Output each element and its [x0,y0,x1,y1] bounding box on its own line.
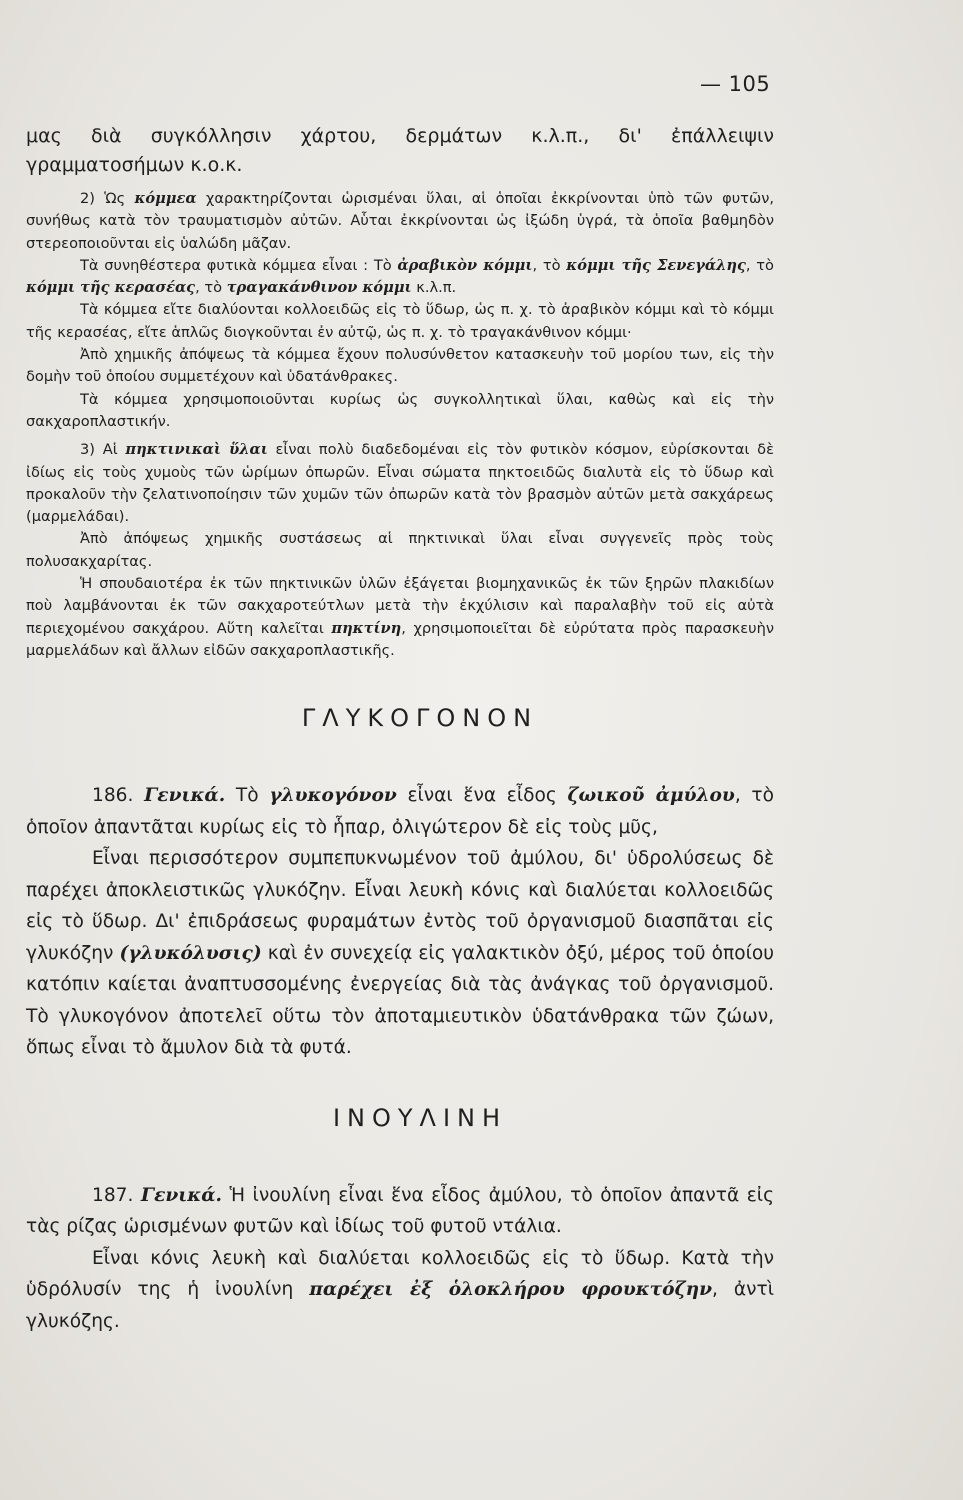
paragraph-dissolve: Τὰ κόμμεα εἴτε διαλύονται κολλοειδῶς εἰς τὸ ὕδωρ, ὡς π. χ. τὸ ἀραβικὸν κόμμι καὶ τὸ κόμμι τῆς κερασέας, εἴτε ἁπλῶς διογκοῦνται ἐν αὐτῷ, ὡς π. χ. τὸ τραγακάνθινον κόμμι· [26,301,774,341]
term-senegal-gum: κόμμι τῆς Σενεγάλης [566,256,746,274]
section-gums-pectins [26,122,774,662]
text-column [26,122,774,1337]
term-animal-starch: ζωικοῦ ἀμύλου [567,785,735,807]
term-fructose: παρέχει ἐξ ὁλοκλήρου φρουκτόζην [309,1279,713,1301]
page-number: — 105 [700,72,771,96]
section-glycogen [26,780,774,1064]
term-kommea: κόμμεα [134,190,197,207]
paragraph-pectin-chemistry: Ἀπὸ ἀπόψεως χημικῆς συστάσεως αἱ πηκτινικαὶ ὕλαι εἶναι συγγενεῖς πρὸς τοὺς πολυσακχαρίτας. [26,530,774,570]
heading-inulin: ΙΝΟΥΛΙΝΗ [332,1103,508,1132]
paragraph-pectins: 3) Αἱ πηκτινικαὶ ὕλαι εἶναι πολὺ διαδεδομέναι εἰς τὸν φυτικὸν κόσμον, εὑρίσκονται δὲ ἰδίως εἰς τοὺς χυμοὺς τῶν ὡρίμων ὀπωρῶν. Εἶναι σώματα πηκτοειδῶς διαλυτὰ εἰς τὸ ὕδωρ καὶ προκαλοῦν τὴν ζελατινοποίησιν τῶν χυμῶν τῶν ὀπωρῶν κατὰ τὸν βρασμὸν αὐτῶν μετὰ σακχάρεως (μαρμελάδαι). [26,441,774,526]
term-tragacanth: τραγακάνθινον κόμμι [226,279,412,297]
paragraph-common-gums: Τὰ συνηθέστερα φυτικὰ κόμμεα εἶναι : Τὸ ἀραβικὸν κόμμι, τὸ κόμμι τῆς Σενεγάλης, τὸ κόμμι τῆς κερασέας, τὸ τραγακάνθινον κόμμι κ.λ.π. [26,256,774,297]
paragraph-187-cont: Εἶναι κόνις λευκὴ καὶ διαλύεται κολλοειδῶς εἰς τὸ ὕδωρ. Κατὰ τὴν ὑδρόλυσίν της ἡ ἰνουλίνη παρέχει ἐξ ὁλοκλήρου φρουκτόζην, ἀντὶ γλυκόζης. [26,1247,774,1332]
term-glycolysis: (γλυκόλυσις) [119,942,262,964]
label-genika-186: Γενικά. [144,785,226,807]
term-cherry-gum: κόμμι τῆς κερασέας [26,279,196,297]
paragraph-186: 186. Γενικά. Τὸ γλυκογόνον εἶναι ἕνα εἶδος ζωικοῦ ἀμύλου, τὸ ὁποῖον ἀπαντᾶται κυρίως εἰς τὸ ἧπαρ, ὀλιγώτερον δὲ εἰς τοὺς μῦς, [26,785,774,838]
label-genika-187: Γενικά. [140,1184,223,1206]
paragraph-chemistry: Ἀπὸ χημικῆς ἀπόψεως τὰ κόμμεα ἔχουν πολυσύνθετον κατασκευὴν τοῦ μορίου των, εἰς τὴν δομὴν τοῦ ὁποίου συμμετέχουν καὶ ὑδατάνθρακες. [26,346,774,386]
paragraph-gums-definition: 2) Ὡς κόμμεα χαρακτηρίζονται ὡρισμέναι ὕλαι, αἱ ὁποῖαι ἐκκρίνονται ὑπὸ τῶν φυτῶν, συνήθως κατὰ τὸν τραυματισμὸν αὐτῶν. Αὗται ἐκκρίνονται ὡς ἰξώδη ὑγρά, τὰ ὁποῖα βαθμηδὸν στερεοποιοῦνται εἰς ὑαλώδη μᾶζαν. [26,190,774,252]
heading-glycogen: ΓΛΥΚΟΓΟΝΟΝ [301,704,539,733]
section-inulin [26,1180,774,1338]
continued-paragraph: μας διὰ συγκόλλησιν χάρτου, δερμάτων κ.λ.π., δι' ἐπάλλειψιν γραμματοσήμων κ.ο.κ. [26,125,774,176]
term-glycogen: γλυκογόνον [269,785,397,807]
term-pektini: πηκτίνη [331,619,402,637]
paragraph-uses: Τὰ κόμμεα χρησιμοποιοῦνται κυρίως ὡς συγκολλητικαὶ ὕλαι, καθὼς καὶ εἰς τὴν σακχαροπλαστικήν. [26,390,774,430]
paragraph-187: 187. Γενικά. Ἡ ἰνουλίνη εἶναι ἕνα εἶδος ἀμύλου, τὸ ὁποῖον ἀπαντᾶ εἰς τὰς ρίζας ὡρισμένων φυτῶν καὶ ἰδίως τοῦ φυτοῦ ντάλια. [26,1184,775,1238]
paragraph-pectin-production: Ἡ σπουδαιοτέρα ἐκ τῶν πηκτινικῶν ὑλῶν ἐξάγεται βιομηχανικῶς ἐκ τῶν ξηρῶν πλακιδίων ποὺ λαμβάνονται ἐκ τῶν σακχαροτεύτλων μετὰ τὴν ἐκχύλισιν καὶ παραλαβὴν τοῦ εἰς αὐτὰ περιεχομένου σακχάρου. Αὕτη καλεῖται πηκτίνη, χρησιμοποιεῖται δὲ εὐρύτατα πρὸς παρασκευὴν μαρμελάδων καὶ ἄλλων εἰδῶν σακχαροπλαστικῆς. [26,575,774,659]
term-arabic-gum: ἀραβικὸν κόμμι [397,256,533,274]
term-pectins: πηκτινικαὶ ὕλαι [125,441,268,459]
paragraph-186-cont: Εἶναι περισσότερον συμπεπυκνωμένον τοῦ ἀμύλου, δι' ὑδρολύσεως δὲ παρέχει ἀποκλειστικῶς γλυκόζην. Εἶναι λευκὴ κόνις καὶ διαλύεται κολλοειδῶς εἰς τὸ ὕδωρ. Δι' ἐπιδράσεως φυραμάτων ἐντὸς τοῦ ὀργανισμοῦ διασπᾶται εἰς γλυκόζην (γλυκόλυσις) καὶ ἐν συνεχείᾳ εἰς γαλακτικὸν ὀξύ, μέρος τοῦ ὁποίου κατόπιν καίεται ἀναπτυσσομένης ἐνεργείας διὰ τὰς ἀνάγκας τοῦ ὀργανισμοῦ. Τὸ γλυκογόνον ἀποτελεῖ οὕτω τὸν ἀποταμιευτικὸν ὑδατάνθρακα τῶν ζώων, ὅπως εἶναι τὸ ἄμυλον διὰ τὰ φυτά. [26,848,775,1059]
